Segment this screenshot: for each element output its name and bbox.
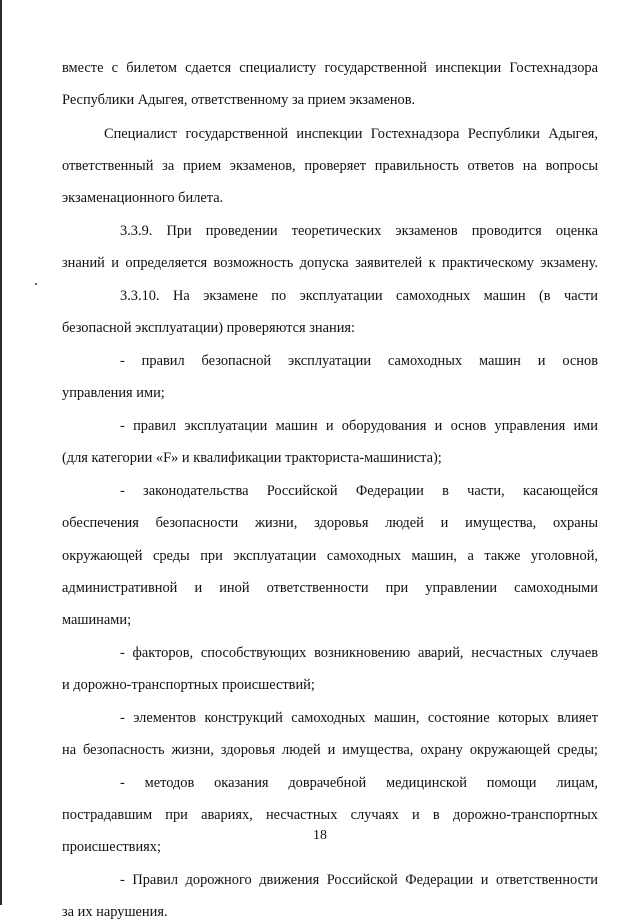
scan-speck: [35, 283, 37, 285]
list-item-line: пострадавшим при авариях, несчастных случаях и в дорожно-транспортных: [62, 807, 598, 823]
list-item-line: и дорожно-транспортных происшествий;: [62, 677, 315, 693]
list-item-line: - Правил дорожного движения Российской Федерации и ответственности: [120, 872, 598, 888]
page-number: 18: [313, 828, 327, 843]
list-item-line: машинами;: [62, 612, 132, 628]
text-line: Республики Адыгея, ответственному за прием экзаменов.: [62, 92, 416, 108]
page-left-border: [0, 0, 2, 905]
list-item-line: на безопасность жизни, здоровья людей и имущества, охрану окружающей среды;: [62, 742, 598, 758]
text-line: 3.3.9. При проведении теоретических экзаменов проводится оценка: [120, 223, 598, 239]
list-item-line: - элементов конструкций самоходных машин, состояние которых влияет: [120, 710, 598, 726]
text-line: вместе с билетом сдается специалисту государственной инспекции Гостехнадзора: [62, 60, 598, 76]
list-item-line: административной и иной ответственности при управлении самоходными: [62, 580, 598, 596]
text-line: знаний и определяется возможность допуска заявителей к практическому экзамену.: [62, 255, 598, 271]
list-item-line: происшествиях;: [62, 839, 161, 855]
text-line: ответственный за прием экзаменов, проверяет правильность ответов на вопросы: [62, 158, 598, 174]
list-item-line: - законодательства Российской Федерации в части, касающейся: [120, 483, 598, 499]
text-line: безопасной эксплуатации) проверяются знания:: [62, 320, 356, 336]
text-line: Специалист государственной инспекции Гостехнадзора Республики Адыгея,: [104, 126, 598, 142]
list-item-line: за их нарушения.: [62, 904, 168, 920]
list-item-line: окружающей среды при эксплуатации самоходных машин, а также уголовной,: [62, 548, 598, 564]
list-item-line: - факторов, способствующих возникновению аварий, несчастных случаев: [120, 645, 598, 661]
text-line: 3.3.10. На экзамене по эксплуатации самоходных машин (в части: [120, 288, 598, 304]
list-item-line: обеспечения безопасности жизни, здоровья людей и имущества, охраны: [62, 515, 598, 531]
list-item-line: (для категории «F» и квалификации тракториста-машиниста);: [62, 450, 442, 466]
list-item-line: - правил безопасной эксплуатации самоходных машин и основ: [120, 353, 598, 369]
list-item-line: - методов оказания доврачебной медицинской помощи лицам,: [120, 775, 598, 791]
text-line: экзаменационного билета.: [62, 190, 224, 206]
list-item-line: - правил эксплуатации машин и оборудования и основ управления ими: [120, 418, 598, 434]
list-item-line: управления ими;: [62, 385, 165, 401]
